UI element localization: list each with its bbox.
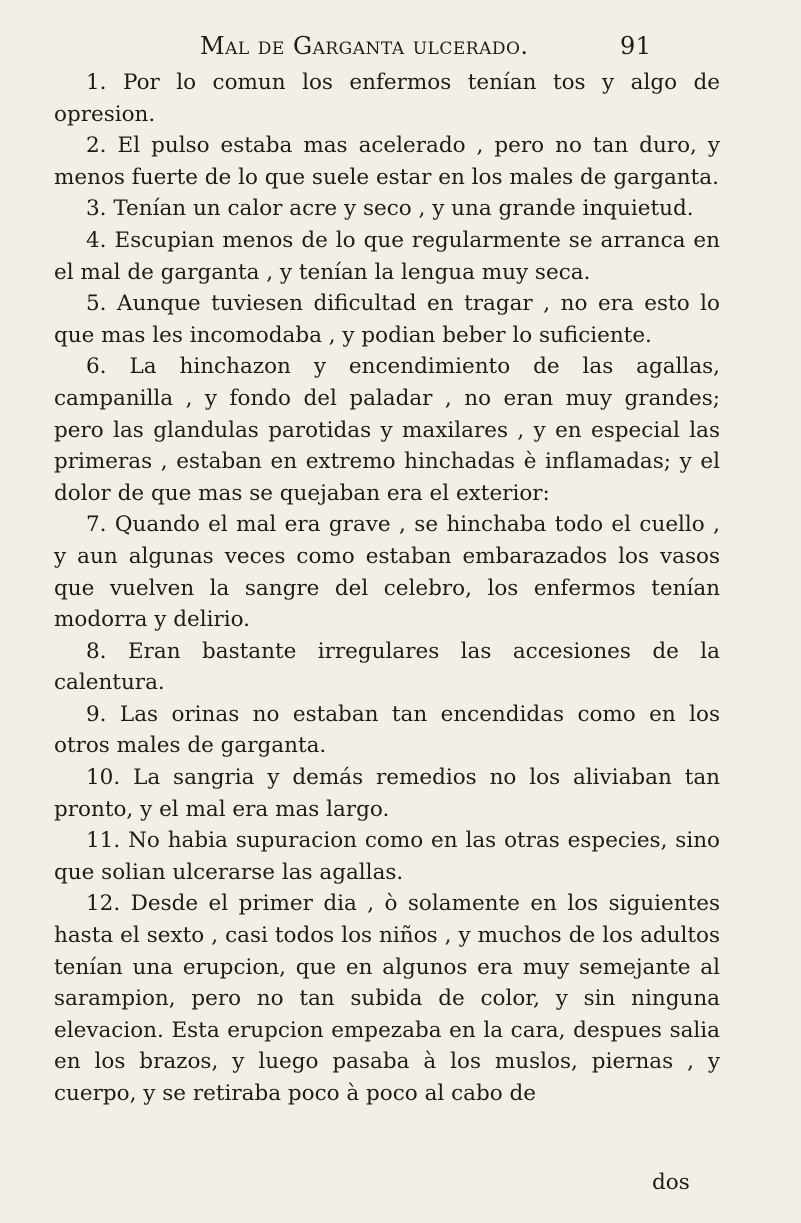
paragraph-7: 7. Quando el mal era grave , se hinchaba todo el cuello , y aun algunas veces como estaban embarazados los vasos que vuelven la sangre del celebro, los enfermos tenían modorra y delirio. — [54, 512, 720, 633]
paragraph-3: 3. Tenían un calor acre y seco , y una grande inquietud. — [86, 196, 694, 222]
running-title: Mal de Garganta ulcerado. — [200, 32, 529, 60]
paragraph-9: 9. Las orinas no estaban tan encendidas como en los otros males de garganta. — [54, 701, 720, 759]
paragraph-8: 8. Eran bastante irregulares las accesiones de la calentura. — [54, 638, 720, 696]
paragraph-6: 6. La hinchazon y encendimiento de las agallas, campanilla , y fondo del paladar , no eran muy grandes; pero las glandulas parotidas y maxilares , y en especial las primeras , estaban en extremo hinchadas è inflamadas; y el dolor de que mas se quejaban era el exterior: — [54, 354, 720, 506]
page-body — [54, 67, 720, 1110]
catchword: dos — [652, 1170, 690, 1195]
paragraph-2: 2. El pulso estaba mas acelerado , pero no tan duro, y menos fuerte de lo que suele estar en los males de garganta. — [54, 133, 720, 190]
page-number: 91 — [620, 32, 652, 60]
paragraph-5: 5. Aunque tuviesen dificultad en tragar , no era esto lo que mas les incomodaba , y podian beber lo suficiente. — [54, 291, 720, 348]
paragraph-4: 4. Escupian menos de lo que regularmente se arranca en el mal de garganta , y tenían la lengua muy seca. — [54, 227, 720, 285]
paragraph-12: 12. Desde el primer dia , ò solamente en los siguientes hasta el sexto , casi todos los niños , y muchos de los adultos tenían una erupcion, que en algunos era muy semejante al sarampion, pero no tan subida de color, y sin ninguna elevacion. Esta erupcion empezaba en la cara, despues salia en los brazos, y luego pasaba à los muslos, piernas , y cuerpo, y se retiraba poco à poco al cabo de — [54, 891, 720, 1106]
paragraph-10: 10. La sangria y demás remedios no los aliviaban tan pronto, y el mal era mas largo. — [54, 765, 720, 822]
paragraph-11: 11. No habia supuracion como en las otras especies, sino que solian ulcerarse las agallas. — [54, 828, 720, 885]
page-header — [200, 32, 680, 60]
paragraph-1: 1. Por lo comun los enfermos tenían tos y algo de opresion. — [54, 70, 720, 127]
